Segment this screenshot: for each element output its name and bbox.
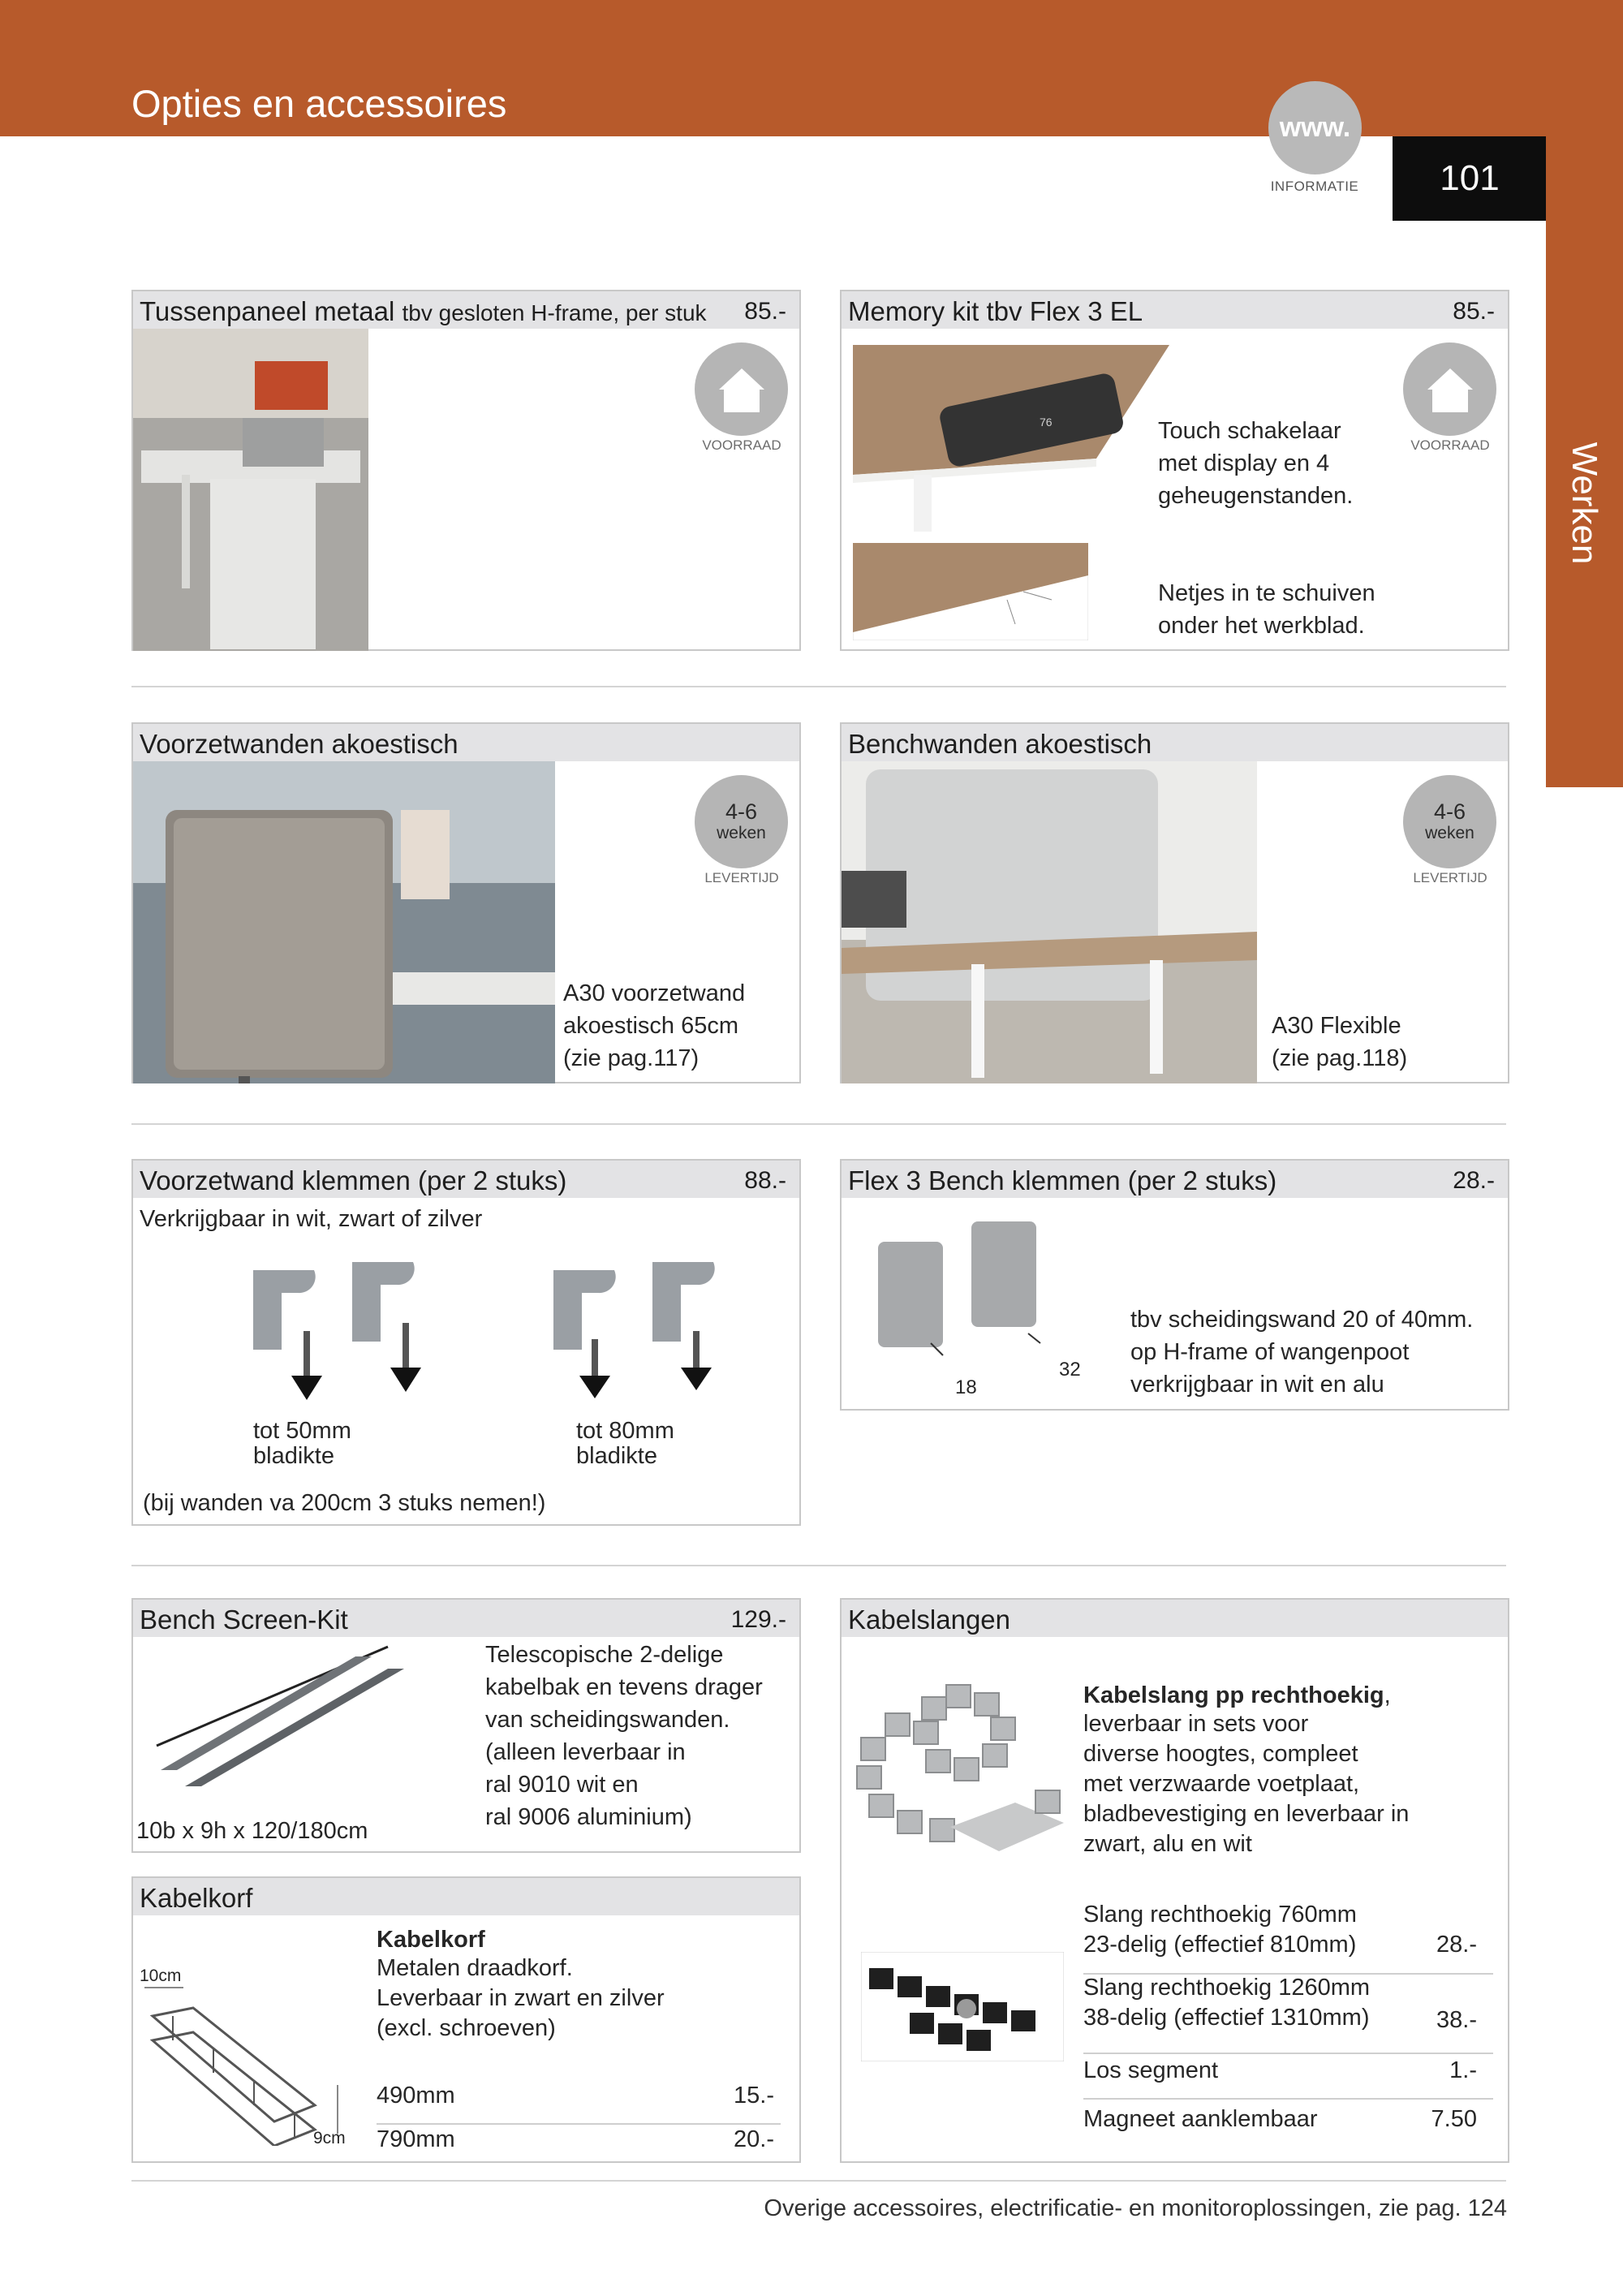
description: Telescopische 2-delige kabelbak en tevens drager van scheidingswanden. (alleen leverbaar in ral 9010 wit en ral 9006 aluminium) [485,1642,763,1830]
cable-spine-image [853,1681,1080,1867]
panel-header [842,1600,1508,1637]
description: tbv scheidingswand 20 of 40mm. op H-frame of wangenpoot verkrijgbaar in wit en alu [1130,1307,1474,1398]
product-photo-2 [853,543,1088,640]
dimension-32: 32 [1059,1359,1081,1381]
cable-spine-black-image [861,1952,1064,2061]
description: A30 Flexible (zie pag.118) [1272,1013,1408,1071]
panel-voorzetwanden [131,722,801,1083]
product-heading: Kabelkorf [377,1927,485,1953]
panel-header [133,1600,799,1637]
screen-kit-image [144,1640,437,1803]
badge-label: LEVERTIJD [704,870,779,885]
price-row-760: Slang rechthoekig 760mm 23-delig (effectief 810mm) 28.- [1083,1902,1477,1958]
size-row-790: 790mm 20.- [377,2126,774,2152]
panel-header [842,1161,1508,1198]
product-photo [853,345,1169,532]
panel-voorzetwand-klemmen [131,1159,801,1526]
badge-label: VOORRAAD [702,437,781,453]
panel-flex3-bench-klemmen [840,1159,1509,1411]
panel-tussenpaneel [131,290,801,651]
description: Metalen draadkorf. Leverbaar in zwart en zilver (excl. schroeven) [377,1955,665,2041]
panel-benchwanden [840,722,1509,1083]
description: Touch schakelaar met display en 4 geheugenstanden. [1158,418,1354,509]
page-title: Opties en accessoires [131,82,507,125]
panel-memory-kit [840,290,1509,651]
panel-kabelslangen [840,1598,1509,2163]
panel-title: Bench Screen-Kit [140,1605,348,1635]
dimensions: 10b x 9h x 120/180cm [136,1818,368,1844]
description: leverbaar in sets voor diverse hoogtes, compleet met verzwaarde voetplaat, bladbevestiging en leverbaar in zwart, alu en wit [1083,1711,1410,1857]
row-divider [377,2123,781,2125]
product-heading: Kabelslang pp rechthoekig, [1083,1682,1391,1708]
price: 85.- [744,298,786,325]
badge-label: LEVERTIJD [1413,870,1487,885]
www-label: INFORMATIE [1270,179,1359,194]
panel-title: Kabelslangen [848,1605,1010,1635]
panel-title: Memory kit tbv Flex 3 EL [848,296,1143,326]
delivery-truck-icon: 4-6 weken [1403,775,1496,868]
bench-clamp-image [874,1221,1053,1359]
clamp-label-50mm: tot 50mm bladikte [253,1418,351,1469]
panel-header [133,291,799,329]
description-2: Netjes in te schuiven onder het werkblad. [1158,580,1375,639]
product-photo [133,329,368,651]
house-icon [695,342,788,436]
page-number: 101 [1393,136,1547,221]
price: 85.- [1453,298,1495,325]
panel-title: Benchwanden akoestisch [848,729,1152,759]
availability: Verkrijgbaar in wit, zwart of zilver [140,1206,483,1232]
size-row-490: 490mm 15.- [377,2083,774,2109]
panel-header [133,1161,799,1198]
panel-title: Tussenpaneel metaal tbv gesloten H-frame, per stuk [140,296,707,326]
price: 129.- [730,1606,786,1633]
panel-title: Flex 3 Bench klemmen (per 2 stuks) [848,1165,1277,1195]
separator [131,1123,1506,1125]
cable-basket-image [144,1984,364,2146]
note: (bij wanden va 200cm 3 stuks nemen!) [143,1490,546,1516]
panel-bench-screen-kit [131,1598,801,1853]
price-row-1260: Slang rechthoekig 1260mm 38-delig (effectief 1310mm) 38.- [1083,1975,1477,2033]
panel-title: Kabelkorf [140,1883,253,1913]
product-photo [842,761,1257,1083]
clamp-image-80mm [547,1262,750,1408]
row-divider [1083,2098,1493,2100]
panel-title: Voorzetwand klemmen (per 2 stuks) [140,1165,567,1195]
www-icon[interactable]: www. [1268,81,1362,174]
description: A30 voorzetwand akoestisch 65cm (zie pag.117) [563,980,746,1071]
panel-header [842,724,1508,761]
price: 88.- [744,1167,786,1194]
dimension-height: 9cm [313,2129,346,2147]
display-value: 76 [1040,416,1053,429]
dimension-18: 18 [955,1376,977,1398]
panel-header [133,1878,799,1915]
price-row-magneet: Magneet aanklembaar 7.50 [1083,2106,1477,2132]
badge-label: VOORRAAD [1410,437,1490,453]
separator [131,686,1506,687]
panel-header [842,291,1508,329]
panel-title: Voorzetwanden akoestisch [140,729,458,759]
delivery-truck-icon: 4-6 weken [695,775,788,868]
house-icon [1403,342,1496,436]
product-photo [133,761,555,1083]
panel-kabelkorf [131,1876,801,2163]
footer-note: Overige accessoires, electrificatie- en monitoroplossingen, zie pag. 124 [764,2195,1507,2221]
separator [131,2180,1506,2182]
section-label: Werken [1565,442,1604,565]
separator [131,1565,1506,1566]
panel-header [133,724,799,761]
dimension-width: 10cm [140,1966,182,1985]
row-divider [1083,2053,1493,2054]
price: 28.- [1453,1167,1495,1194]
clamp-label-80mm: tot 80mm bladikte [576,1418,674,1469]
price-row-segment: Los segment 1.- [1083,2057,1477,2083]
clamp-image-50mm [247,1262,450,1408]
